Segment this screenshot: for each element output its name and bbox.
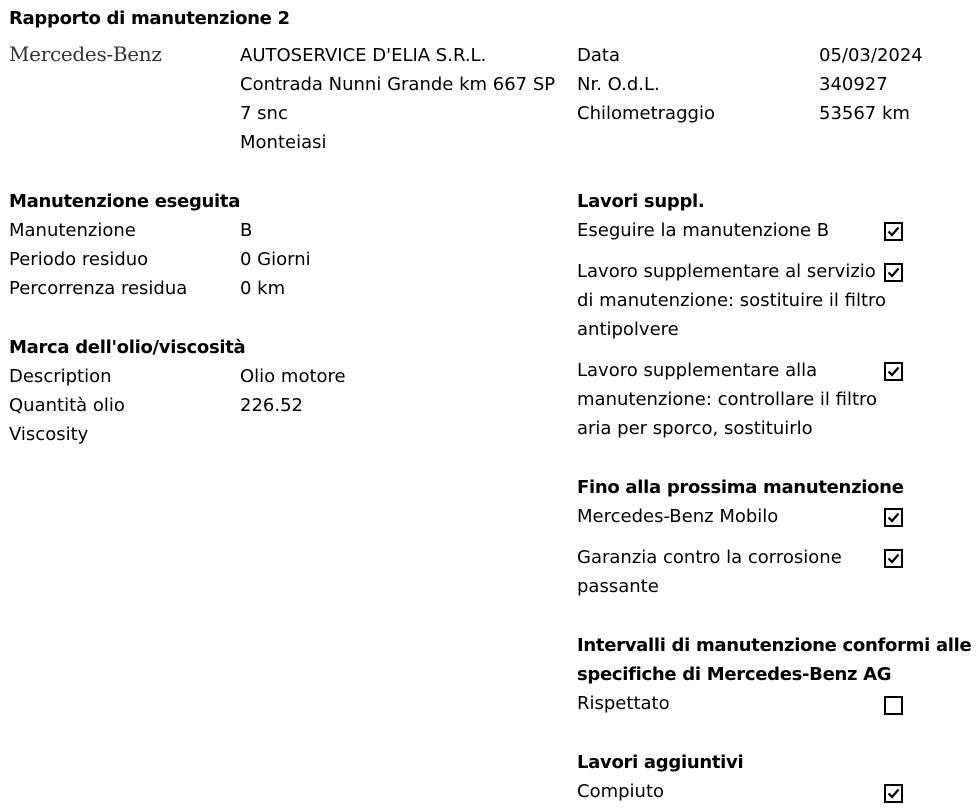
report-title: Rapporto di manutenzione 2 (9, 8, 290, 29)
dealer-name: AUTOSERVICE D'ELIA S.R.L. (240, 45, 487, 66)
dealer-address-line2: 7 snc (240, 103, 288, 124)
intervals-item-text: Rispettato (577, 693, 670, 714)
next-service-item-text: Mercedes-Benz Mobilo (577, 506, 779, 527)
oil-description-label: Description (9, 366, 112, 387)
dealer-city: Monteiasi (240, 132, 327, 153)
next-service-item-checkbox[interactable] (884, 549, 903, 568)
mercedes-benz-logo: Mercedes-Benz (9, 42, 162, 66)
checkmark-icon (887, 552, 900, 565)
additional-work-item-text: Compiuto (577, 781, 665, 802)
oil-quantity-label: Quantità olio (9, 395, 125, 416)
checkmark-icon (887, 365, 900, 378)
checkmark-icon (887, 511, 900, 524)
additional-work-heading: Lavori aggiuntivi (577, 752, 744, 773)
intervals-heading-line2: specifiche di Mercedes-Benz AG (577, 664, 892, 685)
extra-work-heading: Lavori suppl. (577, 191, 705, 212)
additional-work-item-checkbox[interactable] (884, 784, 903, 803)
mileage-label: Chilometraggio (577, 103, 715, 124)
next-service-item-text: Garanzia contro la corrosione passante (577, 547, 842, 597)
extra-work-item-text: Lavoro supplementare alla manutenzione: controllare il filtro aria per sporco, sostituirlo (577, 360, 878, 439)
remaining-period-label: Periodo residuo (9, 249, 149, 270)
extra-work-item-checkbox[interactable] (884, 263, 903, 282)
checkmark-icon (887, 266, 900, 279)
maintenance-type-value: B (240, 220, 253, 241)
extra-work-item-text: Eseguire la manutenzione B (577, 220, 830, 241)
checkmark-icon (887, 787, 900, 800)
remaining-distance-value: 0 km (240, 278, 286, 299)
checkmark-icon (887, 225, 900, 238)
mileage-value: 53567 km (819, 103, 910, 124)
extra-work-item-checkbox[interactable] (884, 222, 903, 241)
extra-work-item-checkbox[interactable] (884, 362, 903, 381)
order-number-label: Nr. O.d.L. (577, 74, 660, 95)
intervals-item-checkbox[interactable] (884, 696, 903, 715)
date-value: 05/03/2024 (819, 45, 923, 66)
oil-description-value: Olio motore (240, 366, 346, 387)
extra-work-item-text: Lavoro supplementare al servizio di manutenzione: sostituire il filtro antipolvere (577, 261, 887, 340)
maintenance-heading: Manutenzione eseguita (9, 191, 241, 212)
order-number-value: 340927 (819, 74, 888, 95)
oil-heading: Marca dell'olio/viscosità (9, 337, 246, 358)
next-service-item-checkbox[interactable] (884, 508, 903, 527)
oil-quantity-value: 226.52 (240, 395, 303, 416)
intervals-heading-line1: Intervalli di manutenzione conformi alle (577, 635, 972, 656)
date-label: Data (577, 45, 620, 66)
dealer-address-line1: Contrada Nunni Grande km 667 SP (240, 74, 556, 95)
oil-viscosity-label: Viscosity (9, 424, 89, 445)
next-service-heading: Fino alla prossima manutenzione (577, 477, 904, 498)
remaining-period-value: 0 Giorni (240, 249, 311, 270)
remaining-distance-label: Percorrenza residua (9, 278, 188, 299)
maintenance-type-label: Manutenzione (9, 220, 136, 241)
